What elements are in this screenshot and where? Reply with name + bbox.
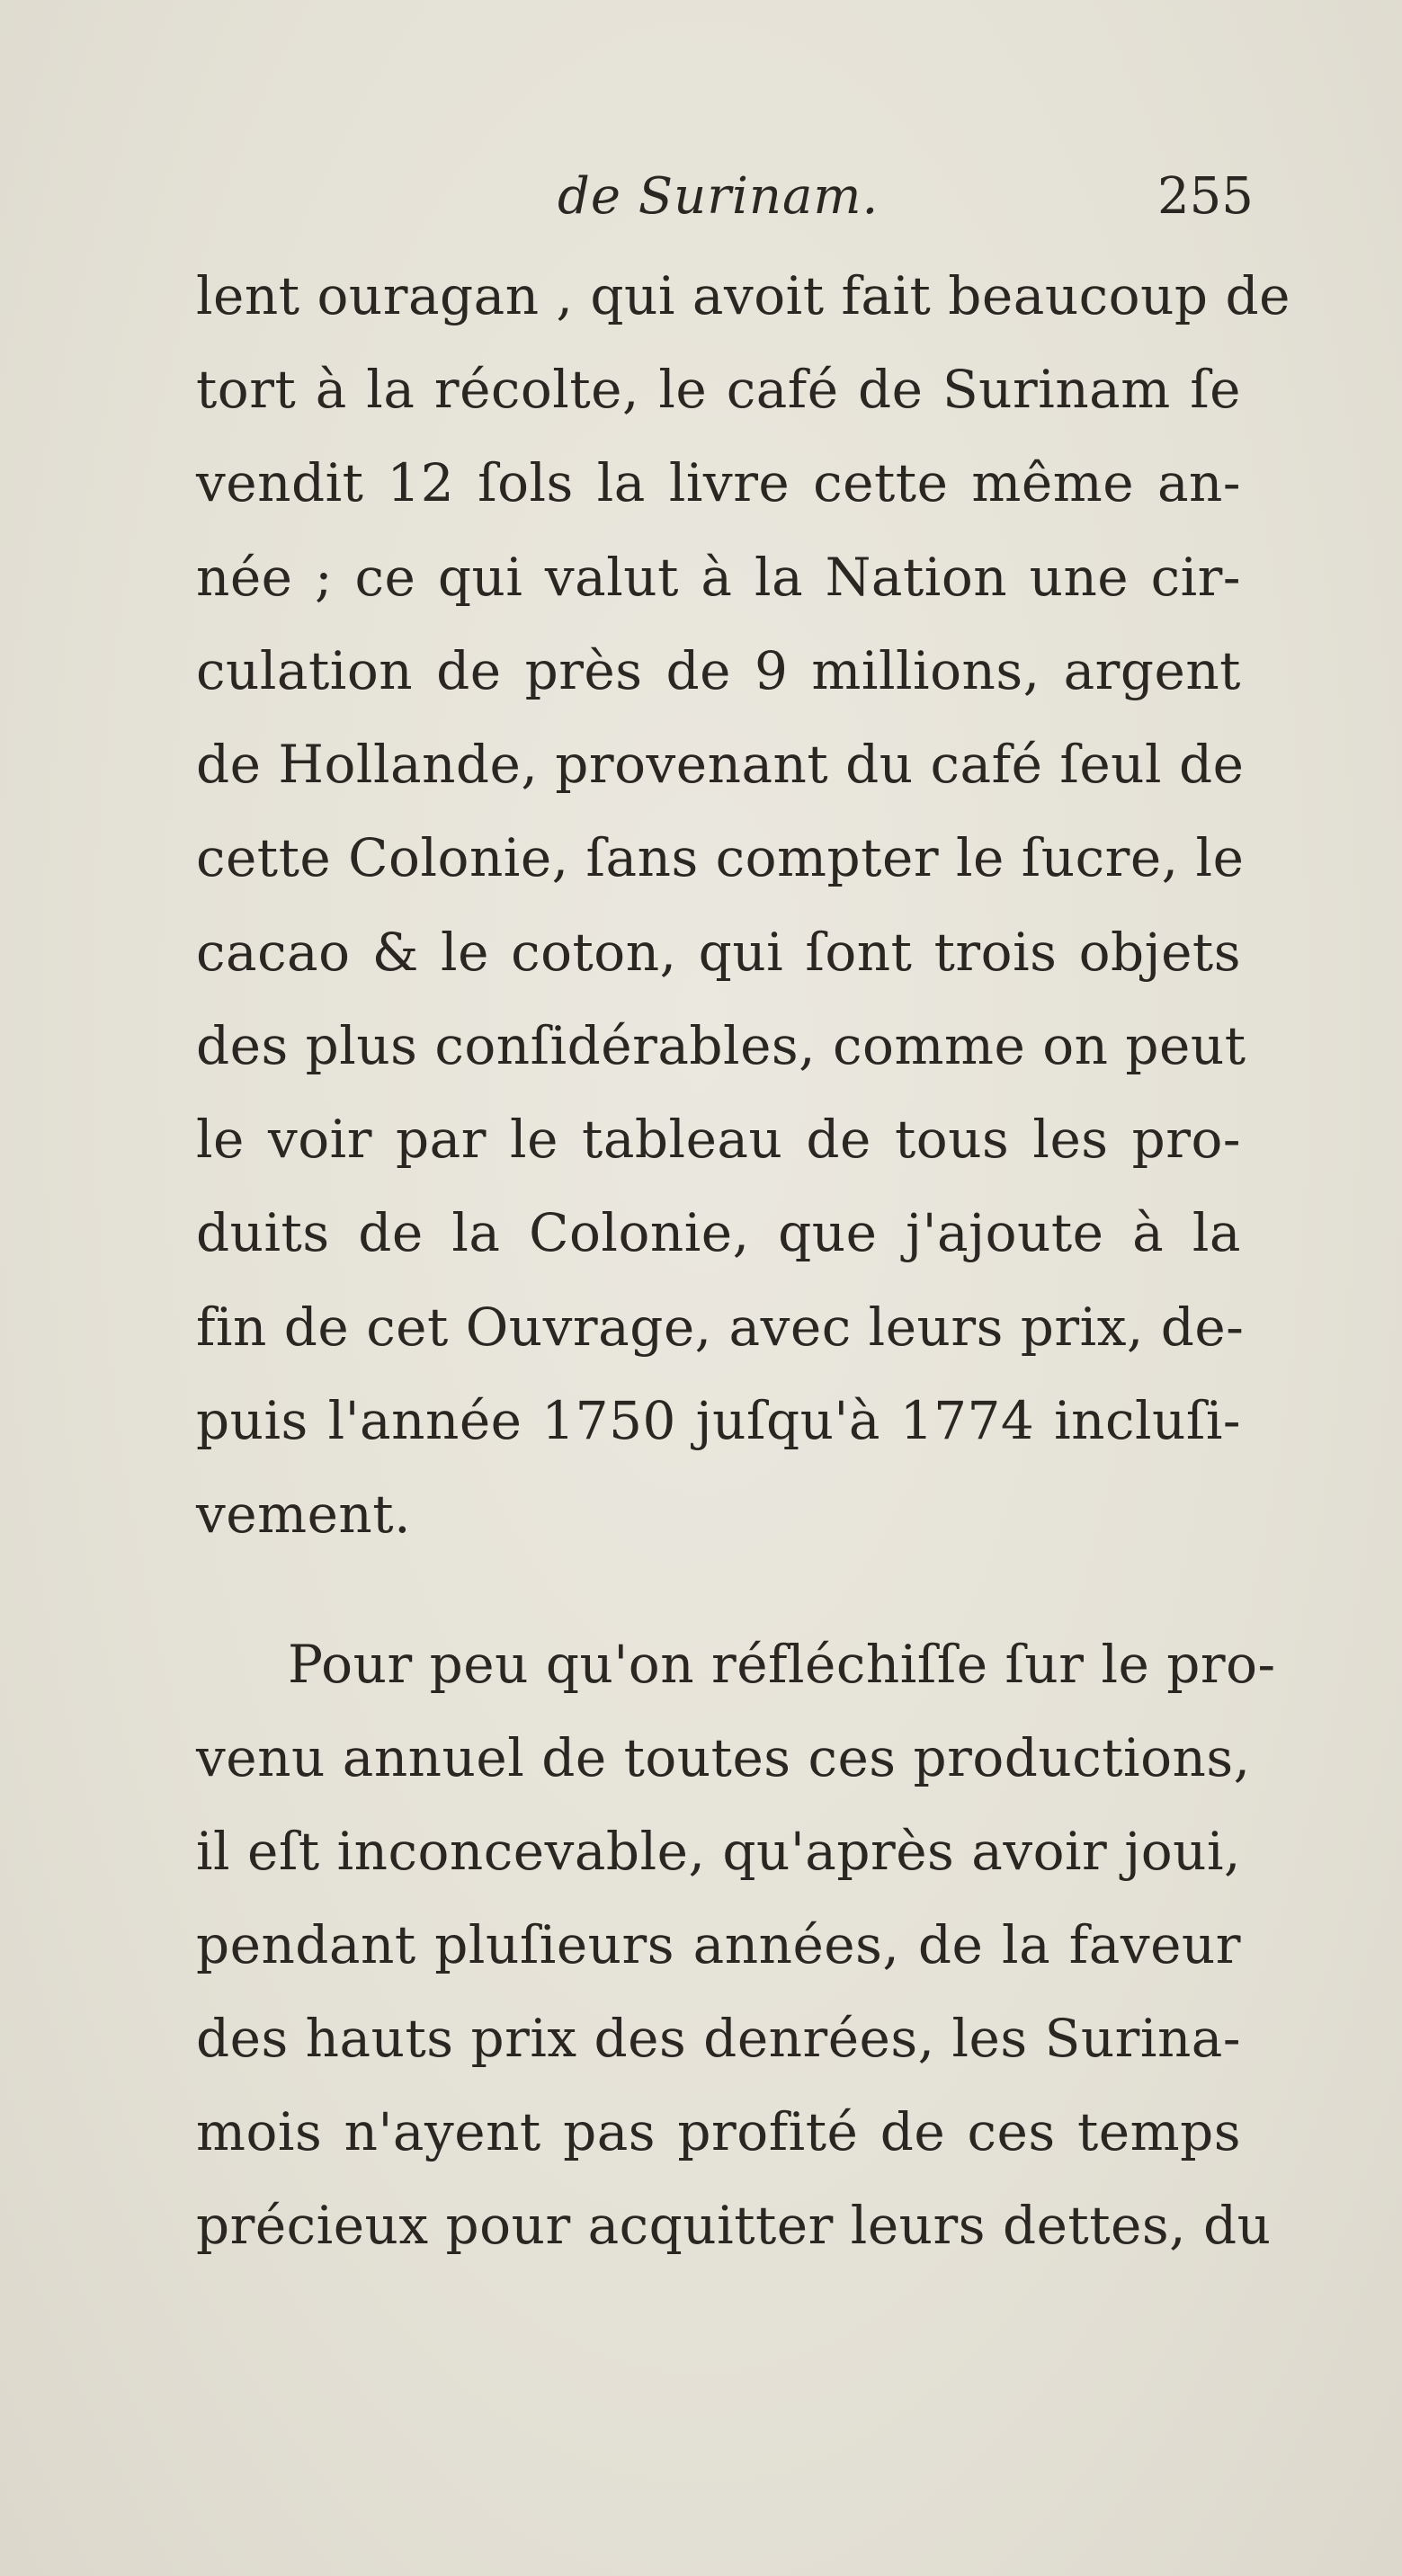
text-line: tort à la récolte, le café de Surinam ſe	[196, 359, 1241, 420]
text-line: pendant pluſieurs années, de la faveur	[196, 1914, 1241, 1975]
text-line: fin de cet Ouvrage, avec leurs prix, de-	[196, 1297, 1245, 1358]
text-line: des hauts prix des denrées, les Surina-	[196, 2008, 1241, 2069]
text-line: précieux pour acquitter leurs dettes, du	[196, 2195, 1272, 2256]
text-line: venu annuel de toutes ces productions,	[196, 1727, 1251, 1788]
text-line: Pour peu qu'on réfléchiſſe ſur le pro-	[288, 1634, 1276, 1695]
page-number: 255	[1157, 167, 1254, 226]
running-title: de Surinam.	[558, 167, 880, 226]
text-line: duits de la Colonie, que j'ajoute à la	[196, 1202, 1241, 1263]
text-line: le voir par le tableau de tous les pro-	[196, 1109, 1241, 1170]
text-line: cette Colonie, ſans compter le ſucre, le	[196, 827, 1245, 888]
text-line: lent ouragan , qui avoit fait beaucoup de	[196, 265, 1290, 326]
text-line: culation de près de 9 millions, argent	[196, 640, 1241, 701]
text-line: de Hollande, provenant du café ſeul de	[196, 734, 1245, 795]
text-line: née ; ce qui valut à la Nation une cir-	[196, 547, 1241, 608]
text-line: vement.	[196, 1484, 412, 1545]
text-line: il eſt inconcevable, qu'après avoir joui,	[196, 1821, 1241, 1882]
text-line: des plus conſidérables, comme on peut	[196, 1015, 1246, 1076]
running-head	[0, 162, 1402, 225]
text-line: cacao & le coton, qui ſont trois objets	[196, 922, 1241, 983]
text-line: vendit 12 ſols la livre cette même an-	[196, 452, 1241, 513]
text-line: mois n'ayent pas profité de ces temps	[196, 2101, 1241, 2162]
text-line: puis l'année 1750 juſqu'à 1774 incluſi-	[196, 1390, 1241, 1451]
